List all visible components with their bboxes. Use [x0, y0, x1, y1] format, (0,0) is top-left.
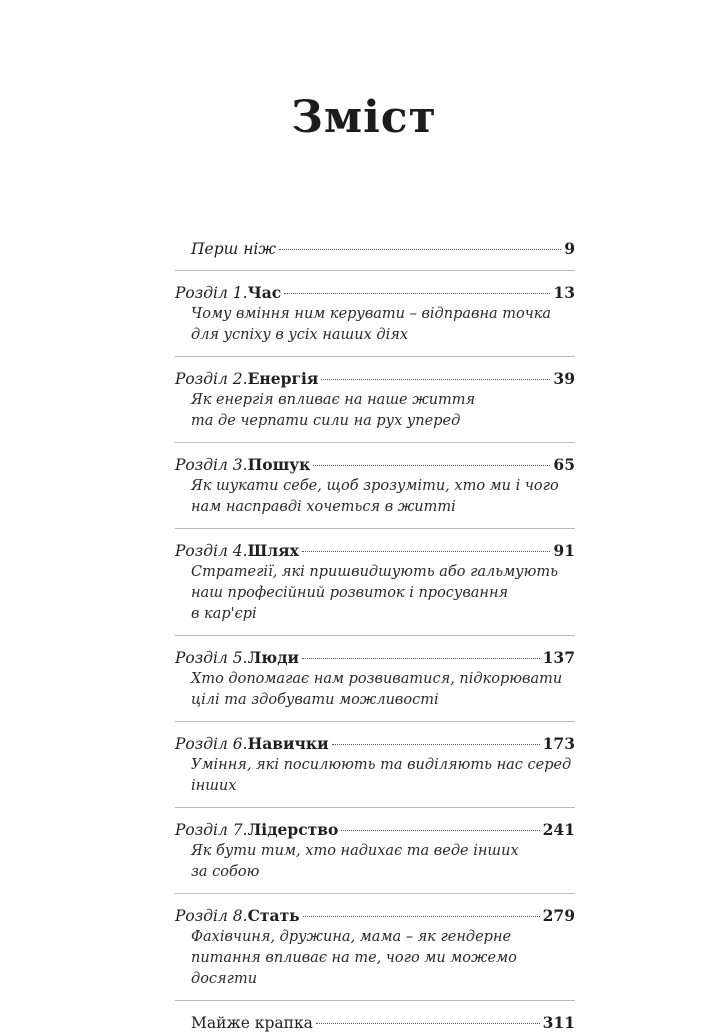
chapter-description: [175, 562, 575, 625]
toc-page-number: 279: [542, 906, 575, 925]
toc-entry-chapter-6[interactable]: [175, 733, 575, 797]
toc-page-number: 241: [542, 820, 575, 839]
toc-entry-chapter-1[interactable]: [175, 282, 575, 346]
dot-leader: [284, 293, 550, 294]
dot-leader: [302, 658, 540, 659]
chapter-description: [175, 669, 575, 711]
dot-leader: [279, 249, 561, 250]
description-line: досягти: [191, 971, 258, 987]
chapter-title: Стать: [247, 906, 300, 925]
description-line: нам насправді хочеться в житті: [191, 499, 456, 515]
divider: [175, 356, 575, 357]
divider: [175, 1000, 575, 1001]
divider: [175, 442, 575, 443]
description-line: для успіху в усіх наших діях: [191, 327, 409, 343]
description-line: Хто допомагає нам розвиватися, підкорювати: [191, 671, 563, 687]
toc-page-number: 39: [553, 369, 575, 388]
divider: [175, 807, 575, 808]
description-line: Як бути тим, хто надихає та веде інших: [191, 843, 519, 859]
dot-leader: [316, 1023, 540, 1024]
chapter-description: [175, 927, 575, 990]
toc-entry-label: Майже крапка: [191, 1014, 313, 1032]
dot-leader: [303, 916, 540, 917]
chapter-prefix: Розділ 7.: [175, 821, 248, 839]
chapter-description: [175, 390, 575, 432]
toc-line: [175, 1012, 575, 1034]
chapter-title: Навички: [247, 734, 329, 753]
chapter-description: [175, 755, 575, 797]
toc-entry-chapter-8[interactable]: [175, 905, 575, 990]
chapter-title: Енергія: [247, 369, 319, 388]
toc-entry-chapter-7[interactable]: [175, 819, 575, 883]
dot-leader: [341, 830, 539, 831]
divider: [175, 635, 575, 636]
toc-entry-chapter-3[interactable]: [175, 454, 575, 518]
toc-line: [175, 368, 575, 390]
toc-entry-chapter-4[interactable]: [175, 540, 575, 625]
dot-leader: [321, 379, 550, 380]
chapter-title: Пошук: [247, 455, 311, 474]
chapter-description: [175, 841, 575, 883]
chapter-prefix: Розділ 2.: [175, 370, 248, 388]
chapter-description: [175, 304, 575, 346]
description-line: Фахівчиня, дружина, мама – як гендерне: [191, 929, 512, 945]
toc-entry-chapter-2[interactable]: [175, 368, 575, 432]
toc-page-number: 311: [542, 1013, 575, 1032]
dot-leader: [302, 551, 551, 552]
divider: [175, 893, 575, 894]
dot-leader: [313, 465, 550, 466]
description-line: Уміння, які посилюють та виділяють нас серед: [191, 757, 572, 773]
toc-line: [175, 454, 575, 476]
chapter-title: Час: [247, 283, 282, 302]
toc-line: [175, 905, 575, 927]
description-line: в кар'єрі: [191, 606, 257, 622]
chapter-prefix: Розділ 6.: [175, 735, 248, 753]
description-line: Як енергія впливає на наше життя: [191, 392, 476, 408]
chapter-title: Люди: [247, 648, 300, 667]
toc-line: [175, 238, 575, 260]
divider: [175, 721, 575, 722]
toc-page-number: 13: [553, 283, 575, 302]
description-line: цілі та здобувати можливості: [191, 692, 439, 708]
chapter-title: Шлях: [247, 541, 299, 560]
page-title: Зміст: [291, 92, 437, 143]
dot-leader: [332, 744, 540, 745]
toc-page-number: 137: [542, 648, 575, 667]
description-line: Стратегії, які пришвидшують або гальмують: [191, 564, 559, 580]
divider: [175, 528, 575, 529]
toc-line: [175, 733, 575, 755]
toc-page-number: 91: [553, 541, 575, 560]
description-line: питання впливає на те, чого ми можемо: [191, 950, 517, 966]
toc-page-number: 173: [542, 734, 575, 753]
description-line: за собою: [191, 864, 260, 880]
chapter-prefix: Розділ 3.: [175, 456, 248, 474]
toc-line: [175, 282, 575, 304]
toc-entry-label: Перш ніж: [191, 240, 277, 258]
toc-page-number: 9: [564, 239, 575, 258]
chapter-prefix: Розділ 8.: [175, 907, 248, 925]
toc-line: [175, 540, 575, 562]
toc-line: [175, 819, 575, 841]
toc-line: [175, 647, 575, 669]
toc-entry-back[interactable]: [175, 1012, 575, 1034]
toc-entry-chapter-5[interactable]: [175, 647, 575, 711]
description-line: та де черпати сили на рух уперед: [191, 413, 461, 429]
chapter-description: [175, 476, 575, 518]
chapter-prefix: Розділ 4.: [175, 542, 248, 560]
description-line: інших: [191, 778, 237, 794]
chapter-prefix: Розділ 1.: [175, 284, 248, 302]
toc-entry-front[interactable]: [175, 238, 575, 260]
chapter-prefix: Розділ 5.: [175, 649, 248, 667]
table-of-contents: [175, 238, 575, 1034]
divider: [175, 270, 575, 271]
description-line: Чому вміння ним керувати – відправна точка: [191, 306, 552, 322]
toc-page-number: 65: [553, 455, 575, 474]
description-line: Як шукати себе, щоб зрозуміти, хто ми і чого: [191, 478, 559, 494]
chapter-title: Лідерство: [247, 820, 339, 839]
description-line: наш професійний розвиток і просування: [191, 585, 509, 601]
